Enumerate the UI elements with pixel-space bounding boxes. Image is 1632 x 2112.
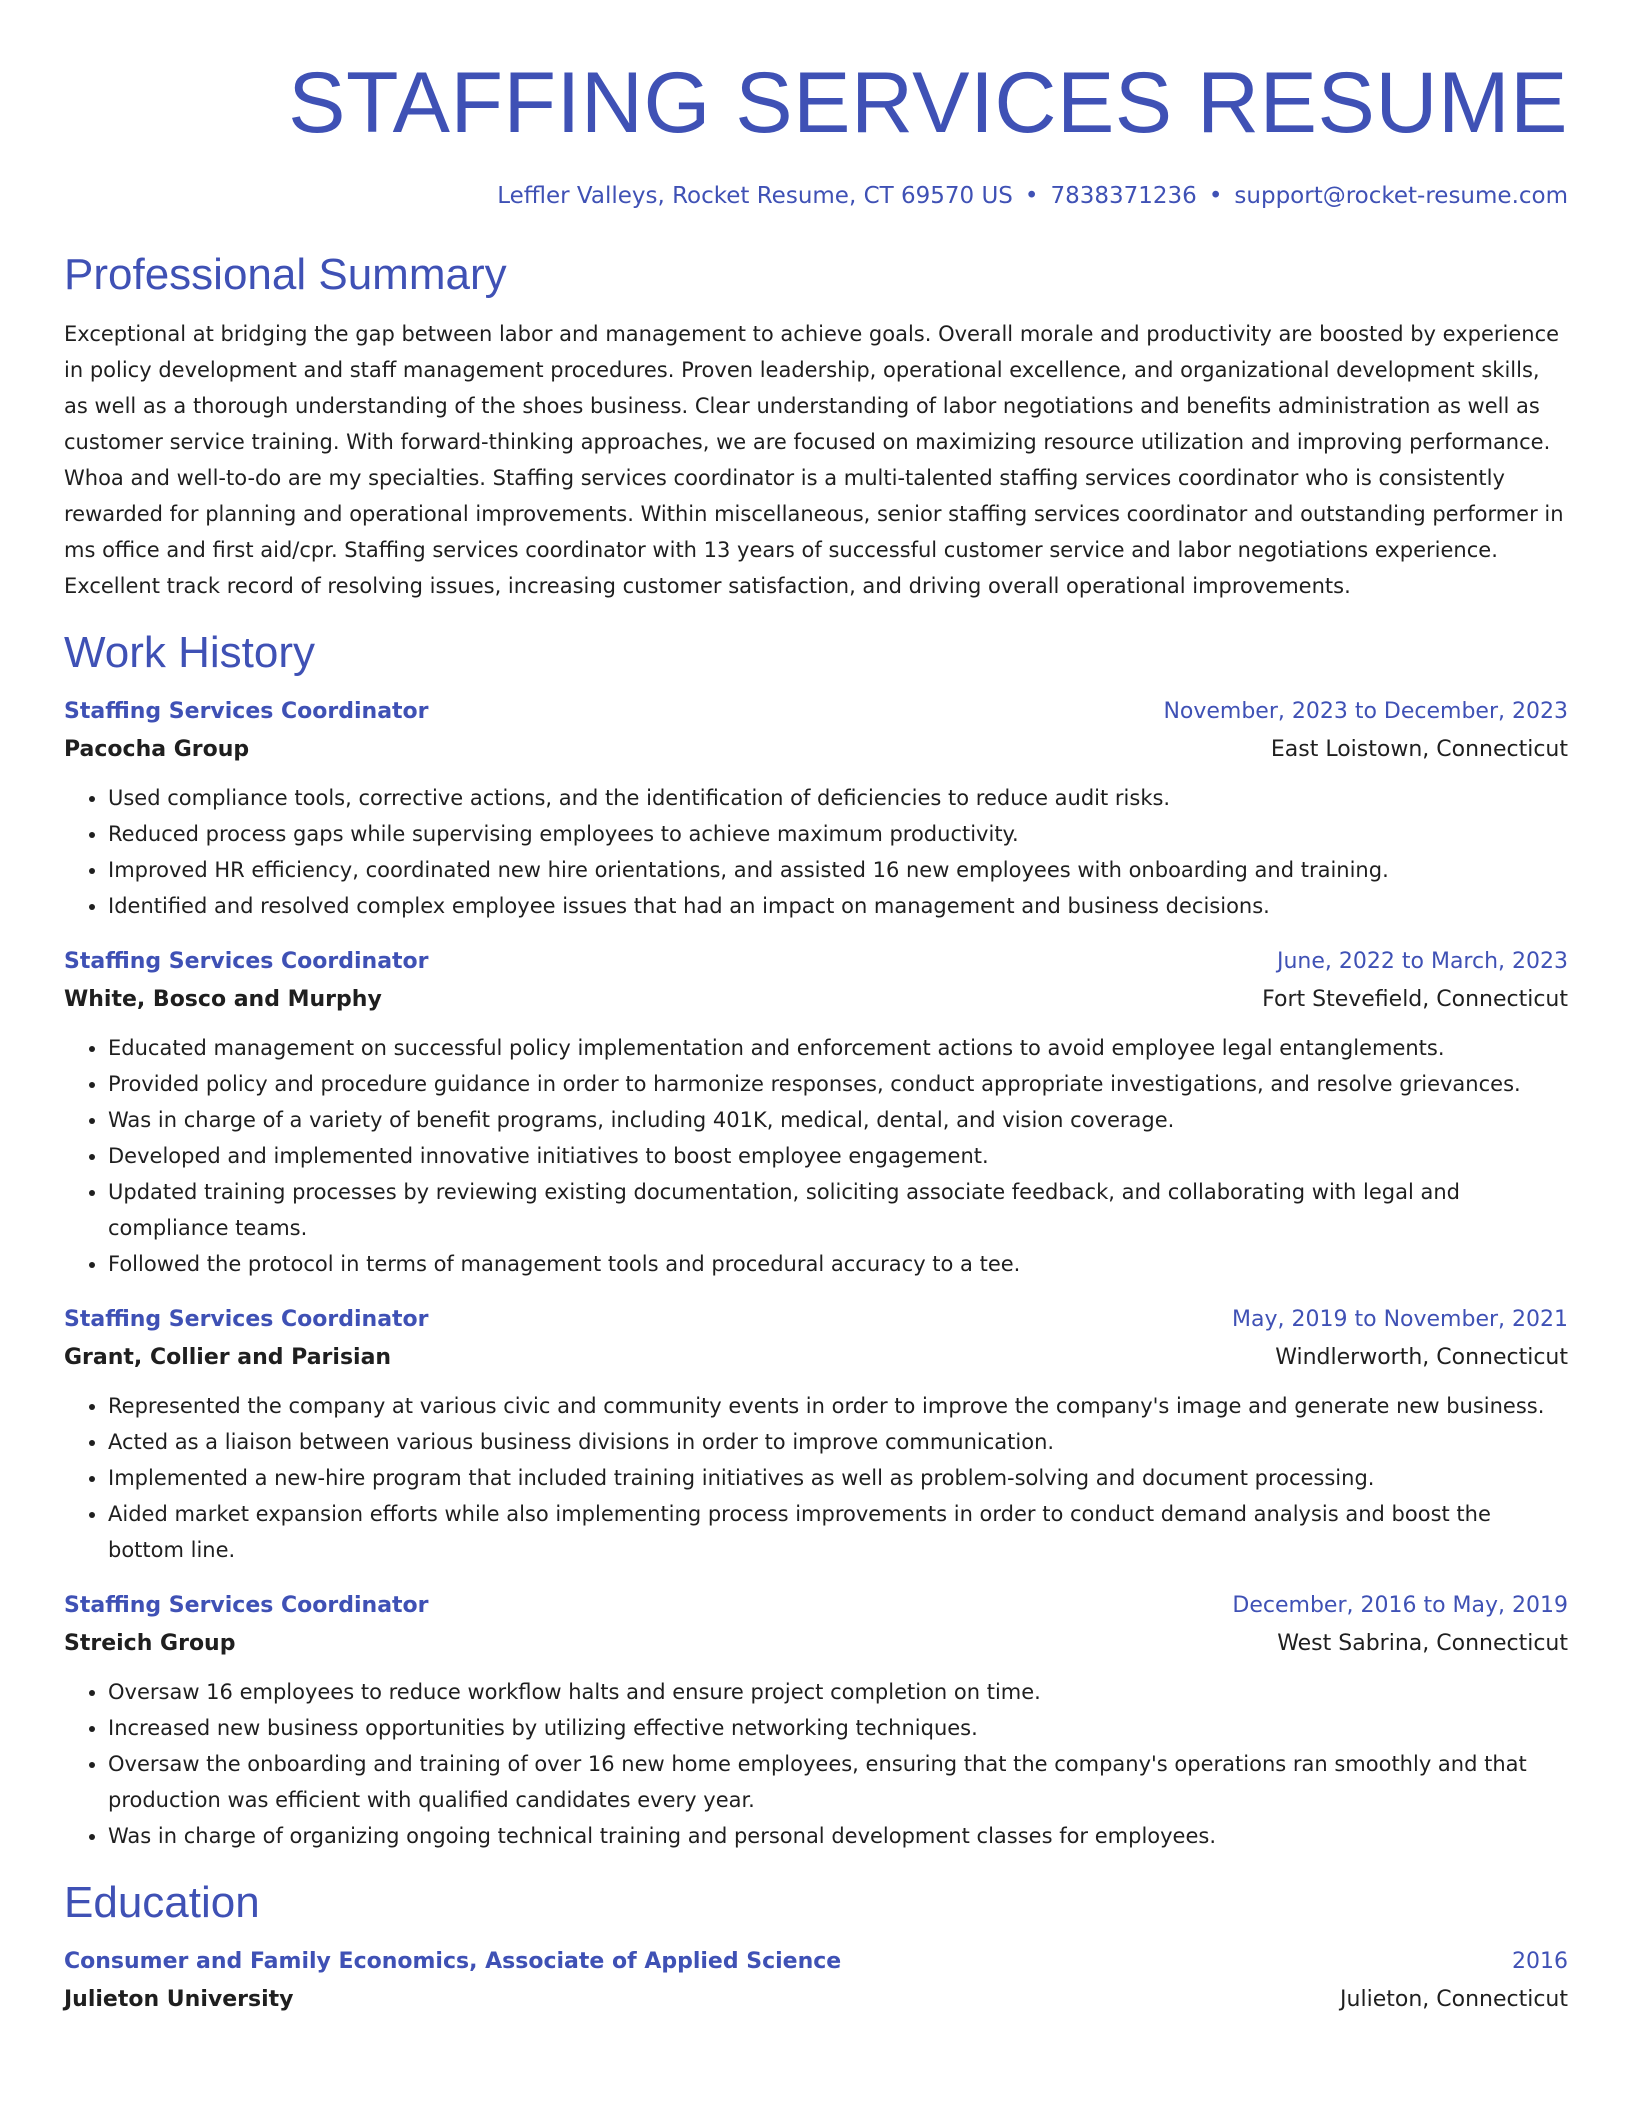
job-header-row [64, 1588, 1568, 1624]
job-location: West Sabrina, Connecticut [1277, 1631, 1568, 1656]
job-location: Fort Stevefield, Connecticut [1262, 987, 1568, 1012]
job-bullet: • Developed and implemented innovative initiatives to boost employee engagement. [108, 1138, 1568, 1174]
job-bullet: • Followed the protocol in terms of management tools and procedural accuracy to a tee. [108, 1246, 1568, 1282]
education-heading: Education [64, 1878, 260, 1927]
job-bullet: • Provided policy and procedure guidance in order to harmonize responses, conduct appropriate investigations, and resolve grievances. [108, 1066, 1568, 1102]
job-bullet: • Oversaw 16 employees to reduce workflow halts and ensure project completion on time. [108, 1674, 1568, 1710]
job-header-row [64, 944, 1568, 980]
education-school: Julieton University [64, 1987, 294, 2012]
education-location: Julieton, Connecticut [1340, 1987, 1568, 2012]
contact-email: support@rocket-resume.com [1234, 183, 1568, 209]
job-location: East Loistown, Connecticut [1270, 737, 1568, 762]
job-entry [64, 944, 1568, 1282]
job-company-row [64, 1338, 1568, 1378]
job-title: Staffing Services Coordinator [64, 1307, 429, 1332]
job-header-row [64, 1302, 1568, 1338]
job-header-row [64, 694, 1568, 730]
job-bullet: • Identified and resolved complex employee issues that had an impact on management and business decisions. [108, 888, 1568, 924]
job-bullet: • Was in charge of organizing ongoing technical training and personal development classes for employees. [108, 1818, 1568, 1854]
job-bullet: • Implemented a new-hire program that included training initiatives as well as problem-solving and document processing. [108, 1460, 1568, 1496]
contact-address: Leffler Valleys, Rocket Resume, CT 69570 US [497, 183, 1013, 209]
job-title: Staffing Services Coordinator [64, 699, 429, 724]
education-entry [64, 1944, 1568, 2020]
contact-line [64, 180, 1568, 212]
job-bullet: • Updated training processes by reviewing existing documentation, soliciting associate feedback, and collaborating with legal and compliance teams. [108, 1174, 1568, 1246]
contact-phone: 7838371236 [1050, 183, 1197, 209]
job-dates: June, 2022 to March, 2023 [1277, 949, 1568, 974]
job-bullet: • Educated management on successful policy implementation and enforcement actions to avoid employee legal entanglements. [108, 1030, 1568, 1066]
job-bullets [64, 1674, 1568, 1854]
contact-separator: • [1208, 183, 1223, 209]
job-bullet: • Aided market expansion efforts while also implementing process improvements in order to conduct demand analysis and boost the bottom line. [108, 1496, 1568, 1568]
job-dates: May, 2019 to November, 2021 [1232, 1307, 1568, 1332]
job-location: Windlerworth, Connecticut [1275, 1345, 1568, 1370]
job-company: Grant, Collier and Parisian [64, 1345, 392, 1370]
contact-separator: • [1024, 183, 1039, 209]
job-company-row [64, 730, 1568, 770]
job-company-row [64, 980, 1568, 1020]
resume-page [64, 0, 1568, 2020]
job-bullet: • Increased new business opportunities by utilizing effective networking techniques. [108, 1710, 1568, 1746]
job-bullet: • Used compliance tools, corrective actions, and the identification of deficiencies to reduce audit risks. [108, 780, 1568, 816]
job-bullets [64, 1388, 1568, 1568]
job-company-row [64, 1624, 1568, 1664]
job-bullet: • Improved HR efficiency, coordinated new hire orientations, and assisted 16 new employees with onboarding and training. [108, 852, 1568, 888]
education-year: 2016 [1512, 1949, 1568, 1974]
job-company: Pacocha Group [64, 737, 250, 762]
work-history-list [64, 694, 1568, 1854]
job-entry [64, 1588, 1568, 1854]
job-dates: December, 2016 to May, 2019 [1232, 1593, 1568, 1618]
job-title: Staffing Services Coordinator [64, 1593, 429, 1618]
job-dates: November, 2023 to December, 2023 [1163, 699, 1568, 724]
resume-name: STAFFING SERVICES RESUME [288, 55, 1568, 151]
job-bullets [64, 780, 1568, 924]
job-entry [64, 1302, 1568, 1568]
job-bullet: • Was in charge of a variety of benefit programs, including 401K, medical, dental, and vision coverage. [108, 1102, 1568, 1138]
job-bullet: • Represented the company at various civic and community events in order to improve the company's image and generate new business. [108, 1388, 1568, 1424]
job-company: White, Bosco and Murphy [64, 987, 382, 1012]
education-header-row [64, 1944, 1568, 1980]
job-company: Streich Group [64, 1631, 236, 1656]
summary-heading: Professional Summary [64, 250, 507, 299]
job-bullet: • Reduced process gaps while supervising employees to achieve maximum productivity. [108, 816, 1568, 852]
job-title: Staffing Services Coordinator [64, 949, 429, 974]
job-bullets [64, 1030, 1568, 1282]
summary-text: Exceptional at bridging the gap between labor and management to achieve goals. Overall morale and productivity are boosted by experience in policy development and staff management procedures. Proven leadership, operational excellence, and organizational development skills, as well as a thorough understanding of the shoes business. Clear understanding of labor negotiations and benefits administration as well as customer service training. With forward-thinking approaches, we are focused on maximizing resource utilization and improving performance. Whoa and well-to-do are my specialties. Staffing services coordinator is a multi-talented staffing services coordinator who is consistently rewarded for planning and operational improvements. Within miscellaneous, senior staffing services coordinator and outstanding performer in ms office and first aid/cpr. Staffing services coordinator with 13 years of successful customer service and labor negotiations experience. Excellent track record of resolving issues, increasing customer satisfaction, and driving overall operational improvements. [64, 322, 1564, 598]
work-history-heading: Work History [64, 628, 315, 677]
education-degree: Consumer and Family Economics, Associate of Applied Science [64, 1949, 842, 1974]
resume-header [64, 0, 1568, 212]
education-list [64, 1944, 1568, 2020]
job-entry [64, 694, 1568, 924]
education-school-row [64, 1980, 1568, 2020]
job-bullet: • Acted as a liaison between various business divisions in order to improve communication. [108, 1424, 1568, 1460]
job-bullet: • Oversaw the onboarding and training of over 16 new home employees, ensuring that the company's operations ran smoothly and that production was efficient with qualified candidates every year. [108, 1746, 1568, 1818]
